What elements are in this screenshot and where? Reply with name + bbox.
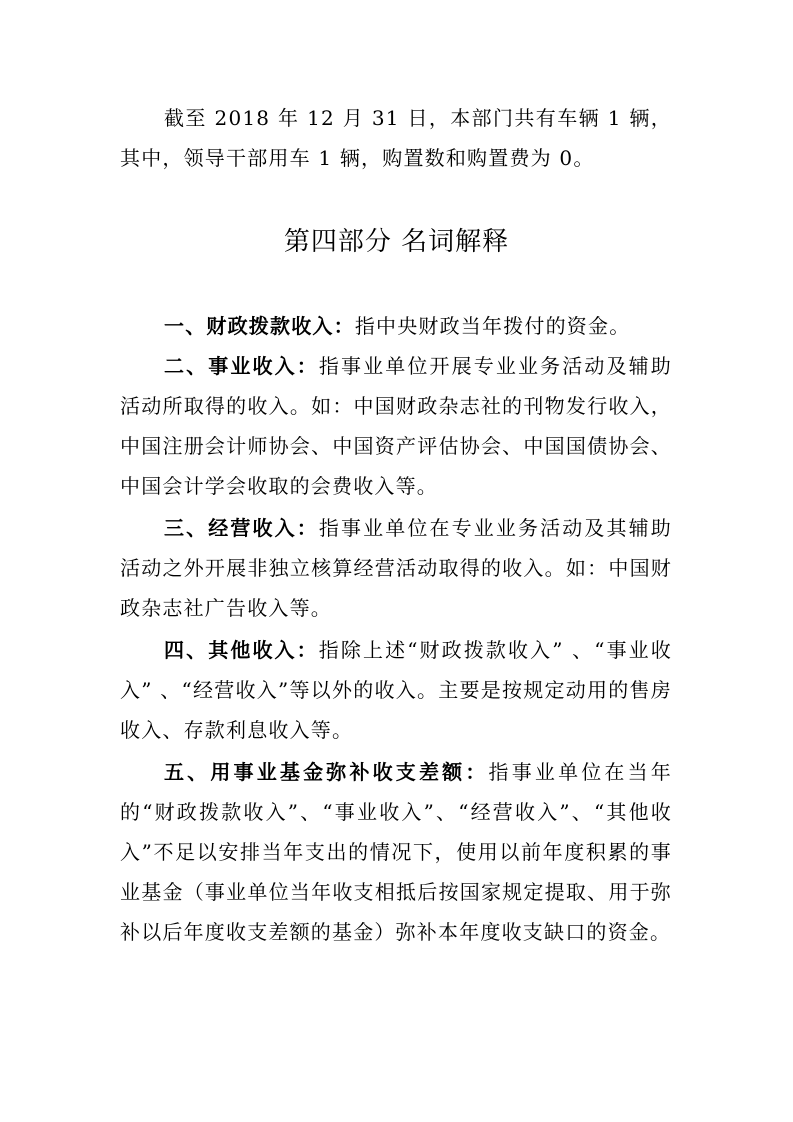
- definition-text: 指除上述“财政拨款收入” 、“事业收入” 、“经营收入”等以外的收入。主要是按规定动用的售房收入、存款利息收入等。: [120, 638, 672, 742]
- vehicle-summary-paragraph: [120, 98, 672, 178]
- definition-text: 指中央财政当年拨付的资金。: [354, 314, 631, 338]
- definition-term: 一、财政拨款收入：: [164, 314, 355, 338]
- definition-term: 五、用事业基金弥补收支差额：: [164, 760, 489, 784]
- definition-term: 四、其他收入：: [164, 638, 319, 662]
- definition-operating-income: [120, 508, 672, 628]
- definition-text: 指事业单位在专业业务活动及其辅助活动之外开展非独立核算经营活动取得的收入。如：中国财政杂志社广告收入等。: [120, 516, 672, 620]
- definition-fiscal-appropriation-income: [120, 306, 672, 346]
- definition-other-income: [120, 630, 672, 750]
- definition-text: 指事业单位在当年的“财政拨款收入”、“事业收入”、“经营收入”、“其他收入”不足以安排当年支出的情况下，使用以前年度积累的事业基金（事业单位当年收支相抵后按国家规定提取、用于弥补以后年度收支差额的基金）弥补本年度收支缺口的资金。: [120, 760, 672, 944]
- definition-text: 指事业单位开展专业业务活动及辅助活动所取得的收入。如：中国财政杂志社的刊物发行收入，中国注册会计师协会、中国资产评估协会、中国国债协会、中国会计学会收取的会费收入等。: [120, 354, 672, 498]
- definition-term: 二、事业收入：: [164, 354, 319, 378]
- vehicle-summary-text: 截至 2018 年 12 月 31 日，本部门共有车辆 1 辆，其中，领导干部用车 1 辆，购置数和购置费为 0。: [120, 106, 672, 170]
- section-title: 第四部分 名词解释: [283, 227, 510, 257]
- definition-term: 三、经营收入：: [164, 516, 319, 540]
- definition-business-fund-offset: [120, 752, 672, 952]
- definition-business-income: [120, 346, 672, 506]
